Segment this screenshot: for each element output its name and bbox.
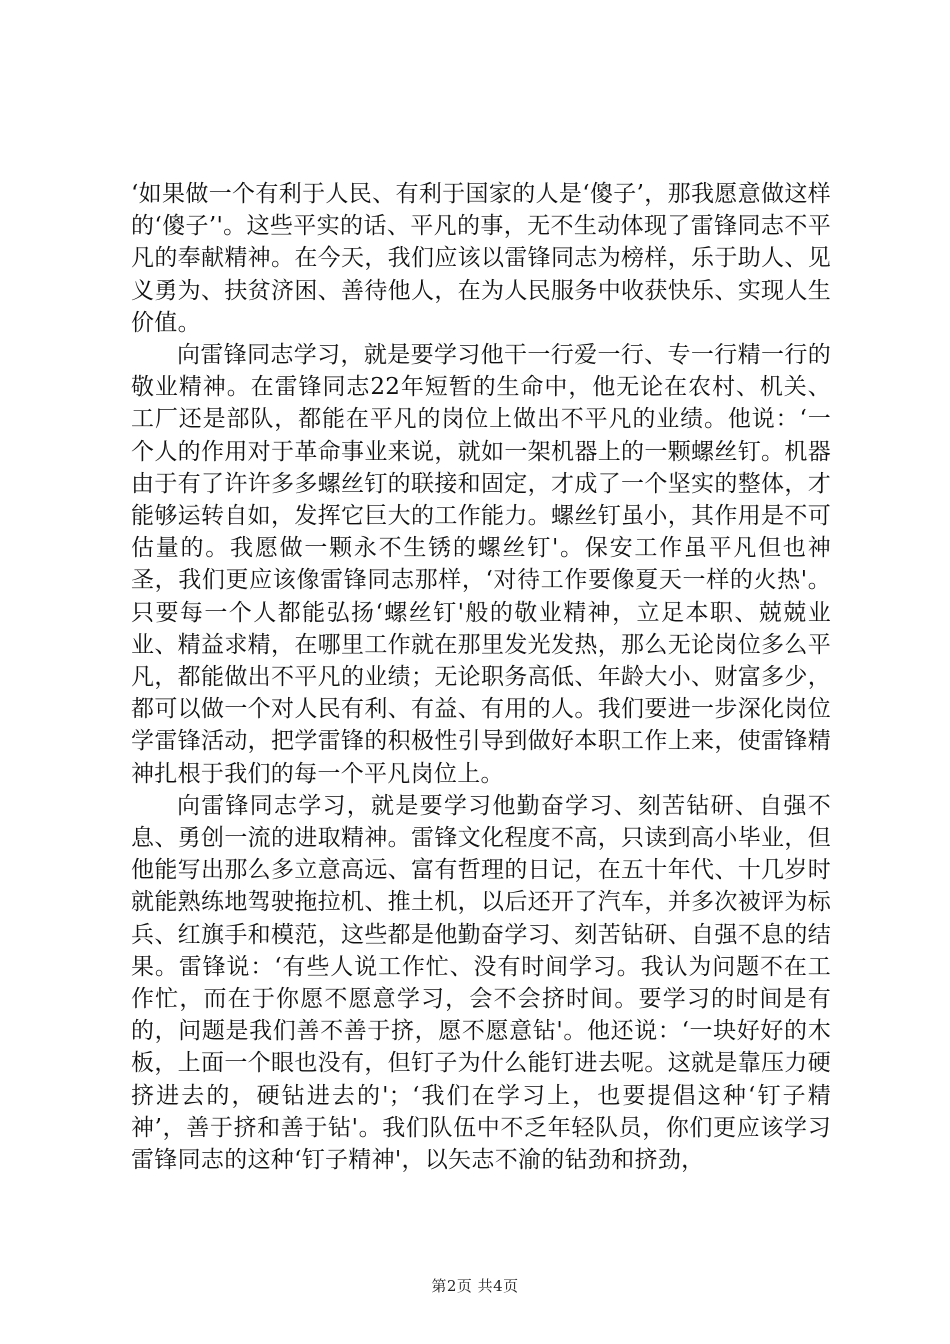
page-number-footer: 第2页 共4页 (431, 1277, 519, 1295)
document-body (131, 178, 831, 1176)
paragraph-2: 向雷锋同志学习，就是要学习他干一行爱一行、专一行精一行的敬业精神。在雷锋同志22年短暂的生命中，他无论在农村、机关、工厂还是部队，都能在平凡的岗位上做出不平凡的业绩。他说：‘一个人的作用对于革命事业来说，就如一架机器上的一颗螺丝钉。机器由于有了许许多多螺丝钉的联接和固定，才成了一个坚实的整体，才能够运转自如，发挥它巨大的工作能力。螺丝钉虽小，其作用是不可估量的。我愿做一颗永不生锈的螺丝钉'。保安工作虽平凡但也神圣，我们更应该像雷锋同志那样，‘对待工作要像夏天一样的火热'。只要每一个人都能弘扬‘螺丝钉'般的敬业精神，立足本职、兢兢业业、精益求精，在哪里工作就在那里发光发热，那么无论岗位多么平凡，都能做出不平凡的业绩；无论职务高低、年龄大小、财富多少，都可以做一个对人民有利、有益、有用的人。我们要进一步深化岗位学雷锋活动，把学雷锋的积极性引导到做好本职工作上来，使雷锋精神扎根于我们的每一个平凡岗位上。 (131, 342, 831, 787)
paragraph-1: ‘如果做一个有利于人民、有利于国家的人是‘傻子’，那我愿意做这样的‘傻子’'。这些平实的话、平凡的事，无不生动体现了雷锋同志不平凡的奉献精神。在今天，我们应该以雷锋同志为榜样，乐于助人、见义勇为、扶贫济困、善待他人，在为人民服务中收获快乐、实现人生价值。 (131, 181, 831, 336)
paragraph-3: 向雷锋同志学习，就是要学习他勤奋学习、刻苦钻研、自强不息、勇创一流的进取精神。雷锋文化程度不高，只读到高小毕业，但他能写出那么多立意高远、富有哲理的日记，在五十年代、十几岁时就能熟练地驾驶拖拉机、推土机，以后还开了汽车，并多次被评为标兵、红旗手和模范，这些都是他勤奋学习、刻苦钻研、自强不息的结果。雷锋说：‘有些人说工作忙、没有时间学习。我认为问题不在工作忙，而在于你愿不愿意学习，会不会挤时间。要学习的时间是有的，问题是我们善不善于挤，愿不愿意钻'。他还说：‘一块好好的木板，上面一个眼也没有，但钉子为什么能钉进去呢。这就是靠压力硬挤进去的，硬钻进去的'；‘我们在学习上，也要提倡这种‘钉子精神’，善于挤和善于钻'。我们队伍中不乏年轻队员，你们更应该学习雷锋同志的这种‘钉子精神'，以矢志不渝的钻劲和挤劲， (131, 792, 831, 1174)
